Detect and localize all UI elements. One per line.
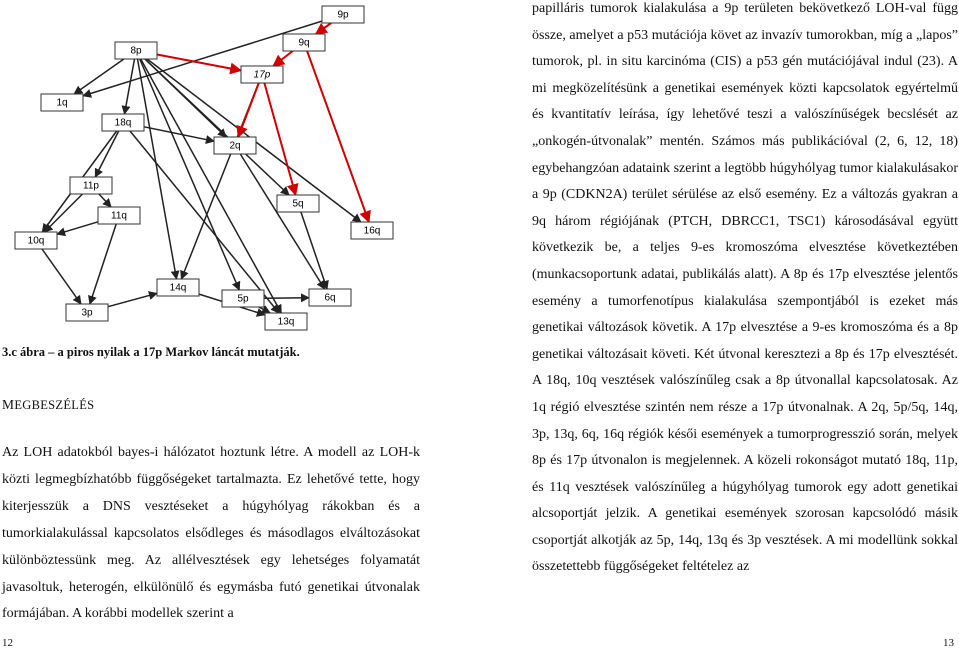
edge-3p-to-14q bbox=[108, 293, 157, 306]
node-6q bbox=[309, 289, 351, 306]
right-column-paragraph: papilláris tumorok kialakulása a 9p területen bekövetkező LOH-val függ össze, amelyet a p53 mutációja követ az invazív tumorokban, míg a „lapos” tumorok, pl. in situ karcinóma (CIS) a p53 gén mutációjával indul (23). A mi megközelítésünk a genetikai események közti kapcsolatok egyértelmű és kvantitatív leírása, így lehetővé teszi a valószínűségek becslését az „onkogén-útvonalak” mentén. Számos más publikációval (2, 6, 12, 18) egybehangzóan adataink szerint a legtöbb húgyhólyag tumor kialakulásakor a 9p (CDKN2A) terület sérülése az első esemény. Ez a változás gyakran a 9q három régiójának (PTCH, DBRCC1, TSC1) károsodásával együtt következik be, a teljes 9-es kromoszóma elvesztése következtében (munkacsoportunk adatai, publikálás alatt). A 8p és 17p elvesztése jelentős esemény a tumorfenotípus kialakulása szempontjából is ezeket más genetikai változások követik. A 17p elvesztése a 9-es kromoszóma és a 8p genetikai változásait követi. Két útvonal keresztezi a 8p és 17p elvesztését. A 18q, 10q vesztések valószínűleg csak a 8p útvonallal kapcsolatosak. Az 1q régió elvesztése szintén nem része a 17p útvonalnak. A 2q, 5p/5q, 14q, 3p, 13q, 6q, 16q régiók késői események a tumorprogresszió során, melyek 8p és 17p útvonalon is megjelennek. A közeli rokonságot mutató 18q, 11p, és 11q vesztések valószínűleg a húgyhólyag tumorok egy adott genetikai alcsoportját jelzik. A genetikai események szorosan kapcsolódó másik csoportját alkotják az 5p, 14q, 13q és 3p vesztések. A mi modellünk sokkal összetettebb függőségeket feltételez az bbox=[532, 1, 958, 575]
node-17p bbox=[241, 66, 283, 83]
bayesian-network-diagram bbox=[0, 0, 400, 335]
svg-text:18q: 18q bbox=[114, 117, 132, 129]
node-2q bbox=[214, 137, 256, 154]
red-edge-9p-to-9q bbox=[316, 23, 331, 34]
node-14q bbox=[157, 279, 199, 296]
svg-text:13q: 13q bbox=[277, 316, 295, 328]
node-11q bbox=[98, 207, 140, 224]
svg-text:2q: 2q bbox=[229, 140, 241, 152]
svg-text:14q: 14q bbox=[169, 282, 187, 294]
red-edge-9q-to-17p bbox=[273, 51, 293, 66]
node-16q bbox=[351, 222, 393, 239]
node-18q bbox=[102, 114, 144, 131]
left-column-paragraph: Az LOH adatokból bayes-i hálózatot hoztunk létre. A modell az LOH-k közti legmegbízhatóbb függőségeket tartalmazta. Ez lehetővé tette, hogy kiterjesszük a DNS vesztéseket a húgyhólyag rákokban és a tumorkialakulással kapcsolatos elsődleges és másodlagos elváltozásokat különböztessünk meg. Az allélvesztések egy lehetséges folyamatát javasoltuk, heterogén, elkülönülő és egymásba futó genetikai útvonalak formájában. A korábbi modellek szerint a bbox=[2, 445, 420, 622]
svg-text:9q: 9q bbox=[298, 37, 310, 49]
red-edge-17p-to-2q bbox=[238, 83, 259, 137]
section-heading bbox=[2, 397, 94, 413]
edge-11q-to-10q bbox=[57, 222, 98, 234]
node-10q bbox=[15, 232, 57, 249]
svg-text:11q: 11q bbox=[111, 210, 127, 222]
edge-10q-to-3p bbox=[42, 249, 81, 304]
node-3p bbox=[66, 304, 108, 321]
edge-18q-to-11p bbox=[95, 131, 118, 177]
svg-text:5q: 5q bbox=[292, 198, 304, 210]
edge-5q-to-6q bbox=[301, 212, 327, 289]
edge-8p-to-14q bbox=[138, 59, 177, 279]
svg-text:8p: 8p bbox=[130, 45, 142, 57]
svg-text:6q: 6q bbox=[324, 292, 336, 304]
node-5p bbox=[222, 290, 264, 307]
edge-11q-to-3p bbox=[90, 224, 116, 304]
edge-11p-to-10q bbox=[45, 194, 83, 232]
figure-caption: 3.c ábra – a piros nyilak a 17p Markov láncát mutatják. bbox=[2, 345, 300, 359]
section-heading-initial: M bbox=[2, 397, 15, 412]
node-1q bbox=[41, 94, 83, 111]
section-heading-rest: EGBESZÉLÉS bbox=[14, 398, 95, 412]
node-11p bbox=[70, 177, 112, 194]
svg-text:3p: 3p bbox=[81, 307, 93, 319]
edge-5p-to-6q bbox=[264, 298, 309, 299]
node-5q bbox=[277, 195, 319, 212]
node-9q bbox=[283, 34, 325, 51]
red-edge-17p-to-5q bbox=[264, 83, 295, 195]
svg-text:1q: 1q bbox=[56, 97, 68, 109]
node-9p bbox=[322, 6, 364, 23]
edge-8p-to-18q bbox=[125, 59, 135, 114]
svg-text:5p: 5p bbox=[237, 293, 249, 305]
node-13q bbox=[265, 313, 307, 330]
page-number-left: 12 bbox=[2, 637, 13, 649]
svg-text:11p: 11p bbox=[83, 180, 99, 192]
edge-2q-to-6q bbox=[240, 154, 324, 289]
edge-11p-to-11q bbox=[99, 194, 111, 207]
svg-text:16q: 16q bbox=[363, 225, 381, 237]
page-number-right: 13 bbox=[943, 637, 954, 649]
edge-5p-to-13q bbox=[259, 307, 270, 313]
edge-8p-to-1q bbox=[74, 59, 124, 94]
node-8p bbox=[115, 42, 157, 59]
svg-text:9p: 9p bbox=[337, 9, 349, 21]
edge-8p-to-5p bbox=[140, 59, 240, 290]
svg-text:10q: 10q bbox=[27, 235, 45, 247]
svg-text:17p: 17p bbox=[253, 69, 271, 81]
